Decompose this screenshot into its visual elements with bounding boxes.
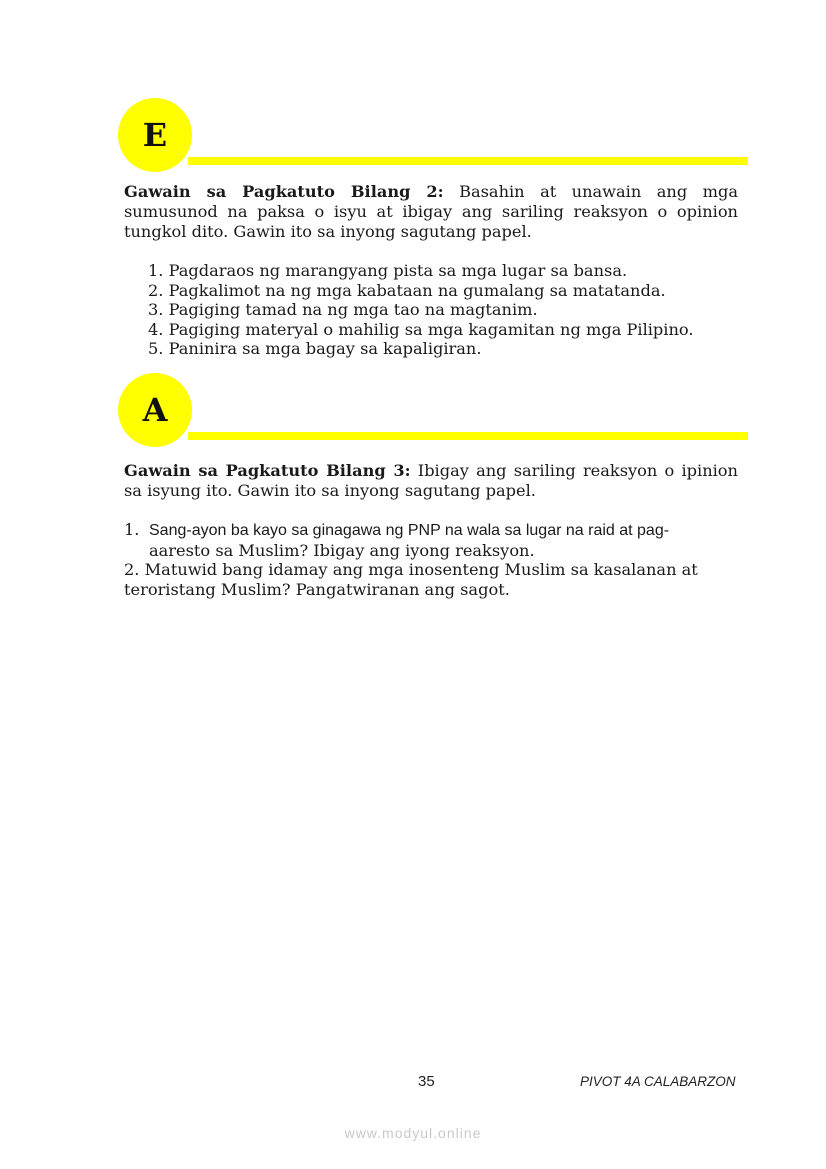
footer-brand: PIVOT 4A CALABARZON [580, 1074, 736, 1089]
section-a-letter: A [142, 391, 168, 429]
list-item: 4. Pagiging materyal o mahilig sa mga kagamitan ng mga Pilipino. [148, 319, 694, 339]
section-a-task-text: Ibigay ang sariling reaksyon o ipinion sa isyung ito. Gawin ito sa inyong sagutang papel. [124, 461, 738, 500]
section-a-task-title: Gawain sa Pagkatuto Bilang 3: [124, 461, 411, 480]
question-1-line-1: Sang-ayon ba kayo sa ginagawa ng PNP na wala sa lugar na raid at pag- [149, 522, 670, 539]
section-a-question-list [124, 520, 740, 599]
section-e-topic-list [148, 261, 748, 359]
question-1-text [149, 520, 740, 560]
question-1-number: 1. [124, 520, 140, 539]
page-number: 35 [418, 1073, 435, 1090]
list-item: 5. Paninira sa mga bagay sa kapaligiran. [148, 339, 482, 359]
section-e-letter-badge [118, 98, 192, 172]
section-e-task-text: Basahin at unawain ang mga sumusunod na paksa o isyu at ibigay ang sariling reaksyon o opinion tungkol dito. Gawin ito sa inyong sagutang papel. [124, 182, 738, 241]
section-a-letter-badge [118, 373, 192, 447]
section-e-header [118, 98, 748, 174]
section-e-instructions [124, 182, 738, 242]
section-e-divider-bar [188, 157, 748, 165]
question-1-line-2: aaresto sa Muslim? Ibigay ang iyong reaksyon. [149, 540, 535, 560]
section-a-header [118, 373, 748, 449]
list-item: 3. Pagiging tamad na ng mga tao na magtanim. [148, 300, 538, 320]
section-e-task-title: Gawain sa Pagkatuto Bilang 2: [124, 182, 444, 201]
list-item: 1. Pagdaraos ng marangyang pista sa mga lugar sa bansa. [148, 261, 628, 280]
list-item: 2. Pagkalimot na ng mga kabataan na gumalang sa matatanda. [148, 280, 666, 300]
section-a-instructions [124, 461, 738, 501]
watermark: www.modyul.online [344, 1125, 482, 1141]
question-item-2: 2. Matuwid bang idamay ang mga inosenteng Muslim sa kasalanan at teroristang Muslim? Pangatwiranan ang sagot. [124, 560, 698, 599]
section-a-divider-bar [188, 432, 748, 440]
question-item-1 [124, 520, 740, 560]
section-e-letter: E [142, 116, 168, 154]
